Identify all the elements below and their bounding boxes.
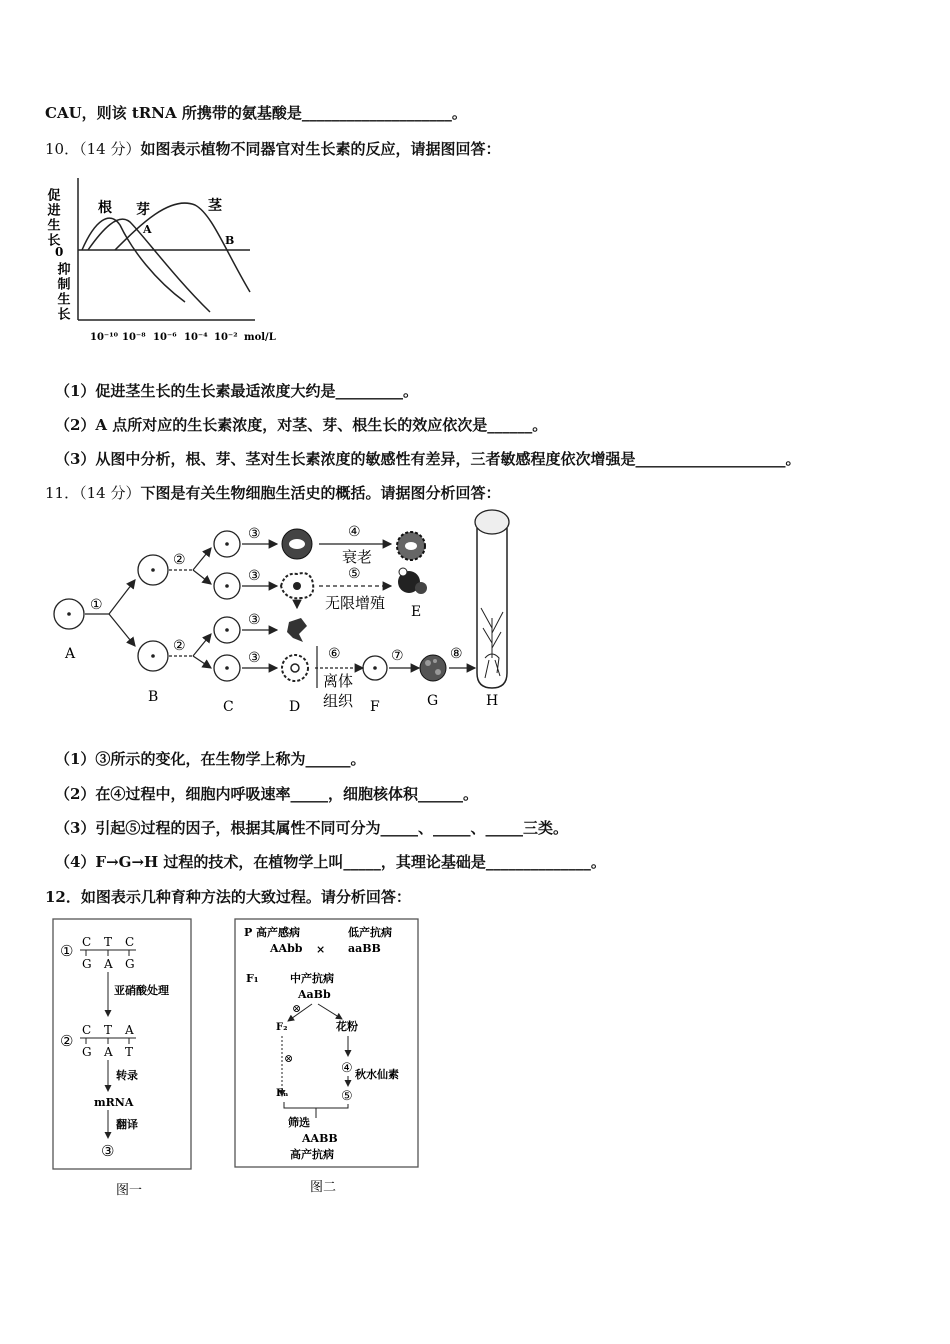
letter-c: C	[223, 699, 234, 715]
step-3: ③	[248, 526, 261, 542]
y-label-inhibit: 抑制生长	[54, 262, 70, 322]
q10-sub2: （2）A 点所对应的生长素浓度，对茎、芽、根生长的效应依次是______。	[55, 416, 548, 434]
svg-text:C: C	[82, 1023, 92, 1037]
point-a: A	[143, 223, 152, 236]
label-isolated-1: 离体	[323, 672, 354, 690]
q10-stem: 如图表示植物不同器官对生长素的反应，请据图回答：	[140, 140, 501, 158]
fig2-caption: 图二	[310, 1180, 337, 1195]
fig2-frame	[235, 919, 418, 1167]
q11-sub1: （1）③所示的变化，在生物学上称为______。	[55, 750, 366, 768]
q10-sub1: （1）促进茎生长的生长素最适浓度大约是_________。	[55, 382, 418, 400]
cell-d	[282, 655, 308, 681]
q10-header	[45, 138, 500, 159]
fig2-f1: 中产抗病	[290, 972, 334, 985]
fig2-step4: ④	[341, 1061, 353, 1076]
fig1-step2: ②	[60, 1032, 74, 1050]
fig1-frame	[53, 919, 191, 1169]
svg-text:G: G	[125, 957, 135, 971]
letter-h: H	[486, 693, 499, 709]
q12-number: 12．	[45, 888, 81, 906]
fig1-step1: ①	[60, 942, 74, 960]
label-proliferation: 无限增殖	[325, 594, 386, 612]
q11-score: （14 分）	[79, 484, 141, 502]
svg-text:T: T	[125, 1045, 134, 1059]
q11-cell-life-diagram	[45, 508, 525, 718]
q11-stem: 下图是有关生物细胞生活史的概括。请据图分析回答：	[140, 484, 501, 502]
curve-label-root: 根	[98, 200, 112, 216]
q10-score: （14 分）	[79, 140, 141, 158]
q11-sub4: （4）F→G→H 过程的技术，在植物学上叫_____，其理论基础是______________。	[55, 853, 606, 871]
letter-g: G	[427, 693, 439, 709]
fig2-self-2: ⊗	[284, 1052, 294, 1065]
neuron-like-cell	[287, 618, 307, 642]
svg-text:A: A	[125, 1023, 134, 1037]
step-2-top: ②	[173, 552, 186, 568]
label-aging: 衰老	[342, 548, 373, 566]
point-b: B	[225, 234, 235, 247]
step-3: ③	[248, 650, 261, 666]
svg-text:C: C	[82, 935, 92, 949]
svg-text:C: C	[125, 935, 135, 949]
letter-b: B	[148, 689, 159, 705]
callus-g	[420, 655, 446, 681]
x-tick: 10⁻⁶	[153, 332, 177, 343]
root-curve	[82, 218, 185, 302]
q9-tail: CAU，则该 tRNA 所携带的氨基酸是____________________。	[45, 104, 467, 122]
q11-number: 11．	[45, 484, 80, 502]
q12-figure-1	[50, 916, 195, 1206]
curve-label-bud: 芽	[136, 202, 150, 218]
fig1-translation: 翻译	[116, 1118, 138, 1131]
q12-figure-2	[232, 916, 422, 1201]
fig2-colchicine: 秋水仙素	[355, 1068, 399, 1081]
fig2-parent1: 高产感病	[256, 926, 300, 939]
q12-stem: 如图表示几种育种方法的大致过程。请分析回答：	[80, 888, 411, 906]
fig2-p-label: P	[244, 926, 253, 939]
x-tick: 10⁻⁴	[184, 332, 208, 343]
svg-text:T: T	[104, 1023, 113, 1037]
y-label-zero: 0	[55, 245, 64, 259]
letter-e: E	[411, 604, 422, 620]
y-label-promote: 促进生长	[44, 188, 60, 248]
x-tick: 10⁻¹⁰	[90, 332, 118, 343]
letter-d: D	[289, 699, 301, 715]
svg-text:G: G	[82, 1045, 92, 1059]
fig2-f1-label: F₁	[246, 972, 259, 985]
label-isolated-2: 组织	[323, 692, 354, 710]
step-3: ③	[248, 568, 261, 584]
fig2-cross: ×	[316, 943, 326, 956]
fig2-screen: 筛选	[288, 1116, 310, 1129]
step-6: ⑥	[328, 646, 341, 662]
letter-a: A	[65, 646, 76, 662]
x-tick: 10⁻⁸	[122, 332, 146, 343]
letter-f: F	[370, 699, 380, 715]
fig2-result: 高产抗病	[290, 1148, 334, 1161]
fig2-step5: ⑤	[341, 1089, 353, 1104]
step-8: ⑧	[450, 646, 463, 662]
step-2-bottom: ②	[173, 638, 186, 654]
step-5: ⑤	[348, 566, 361, 582]
fig1-caption: 图一	[116, 1183, 143, 1198]
fig2-parent2: 低产抗病	[348, 926, 392, 939]
q11-sub2: （2）在④过程中，细胞内呼吸速率_____，细胞核体积______。	[55, 785, 478, 803]
svg-text:G: G	[82, 957, 92, 971]
q10-auxin-graph	[40, 170, 300, 350]
x-tick: 10⁻²	[214, 332, 238, 343]
step-7: ⑦	[391, 648, 404, 664]
fig1-mrna: mRNA	[94, 1096, 134, 1109]
fig1-step3: ③	[101, 1142, 115, 1160]
fig2-self-1: ⊗	[292, 1002, 302, 1015]
q10-number: 10．	[45, 140, 80, 158]
fig2-f1-geno: AaBb	[298, 988, 331, 1001]
svg-text:T: T	[104, 935, 113, 949]
step-4: ④	[348, 524, 361, 540]
fig1-transcription: 转录	[116, 1069, 138, 1082]
q11-header	[45, 482, 500, 503]
step-3: ③	[248, 612, 261, 628]
fig2-parent2-geno: aaBB	[348, 942, 381, 955]
fig1-treatment: 亚硝酸处理	[114, 984, 169, 997]
q11-sub3: （3）引起⑤过程的因子，根据其属性不同可分为_____、_____、_____三类。	[55, 819, 568, 837]
step-1: ①	[90, 597, 103, 613]
svg-text:A: A	[104, 1045, 113, 1059]
q10-sub3: （3）从图中分析，根、芽、茎对生长素浓度的敏感性有差异，三者敏感程度依次增强是____________________。	[55, 450, 801, 468]
fig2-result-geno: AABB	[302, 1132, 338, 1145]
svg-text:A: A	[104, 957, 113, 971]
fig2-pollen: 花粉	[336, 1020, 358, 1033]
x-unit: mol/L	[244, 332, 276, 343]
curve-label-stem: 茎	[208, 198, 222, 214]
fig2-f2-label: F₂	[276, 1022, 288, 1033]
q12-header	[45, 886, 411, 907]
fig2-fn-label: Fₙ	[276, 1088, 289, 1099]
fig2-parent1-geno: AAbb	[270, 942, 303, 955]
